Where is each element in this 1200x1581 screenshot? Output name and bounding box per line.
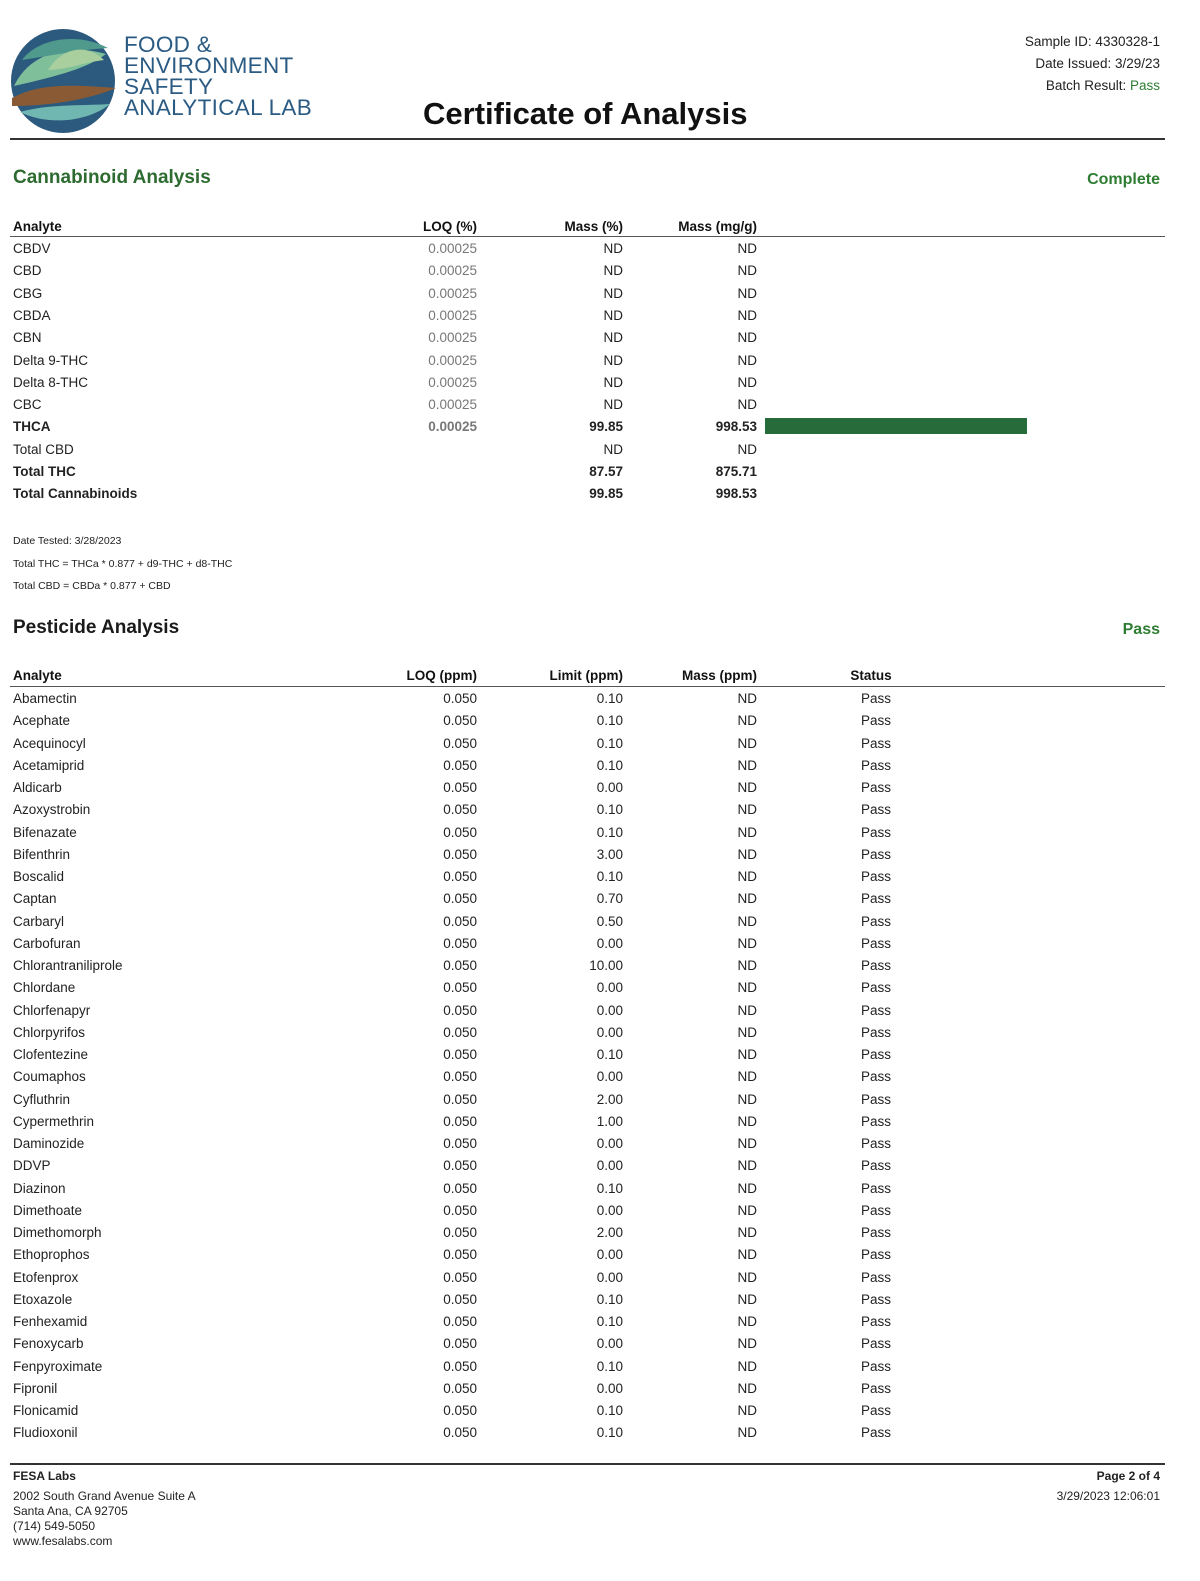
pesticide-limit: 0.10 [596, 1180, 623, 1196]
pesticide-status: Pass [860, 735, 891, 751]
pesticide-loq: 0.050 [443, 1113, 477, 1129]
pesticide-mass: ND [737, 1202, 757, 1218]
cannabinoid-analyte: CBC [13, 397, 42, 413]
cannabinoid-mass-mg: ND [737, 352, 757, 368]
pesticide-analyte: Aldicarb [13, 780, 62, 795]
pesticide-loq: 0.050 [443, 1358, 477, 1374]
pesticide-status: Pass [860, 713, 891, 729]
pesticide-loq: 0.050 [443, 802, 477, 818]
cannabinoid-analyte: CBG [13, 285, 43, 301]
thca-mass-bar [765, 418, 1027, 434]
pesticide-loq: 0.050 [443, 1425, 477, 1441]
pesticide-analyte: Fludioxonil [13, 1425, 78, 1441]
pesticide-analyte: Carbaryl [13, 913, 65, 929]
footer-lab-name: FESA Labs [13, 1469, 76, 1483]
pesticide-analyte: DDVP [13, 1158, 51, 1174]
pesticide-status: Pass [860, 1113, 891, 1129]
pesticide-analyte: Boscalid [13, 869, 65, 884]
total-thc-formula: Total THC = THCa * 0.877 + d9-THC + d8-THC [13, 557, 233, 570]
pesticide-status: Pass [860, 1314, 891, 1329]
cannabinoid-mass-pct: ND [603, 352, 623, 368]
pesticide-status: Pass [860, 1225, 891, 1240]
header-divider [10, 138, 1165, 140]
pesticide-analyte: Acetamiprid [13, 757, 85, 773]
date-issued: Date Issued: 3/29/23 [1035, 56, 1160, 71]
cannabinoid-mass-mg: 875.71 [715, 464, 757, 479]
cannabinoid-mass-mg: ND [737, 241, 757, 256]
pesticide-status: Pass [860, 802, 891, 818]
pesticide-loq: 0.050 [443, 1091, 477, 1107]
pesticide-limit: 0.00 [596, 1202, 623, 1218]
cannabinoid-mass-pct: ND [603, 263, 623, 279]
pesticide-analyte: Clofentezine [13, 1047, 89, 1062]
pesticide-loq: 0.050 [443, 935, 477, 951]
cannabinoid-analyte: Delta 9-THC [13, 352, 89, 368]
lab-logo-text [124, 34, 312, 118]
pesticide-mass: ND [737, 1336, 757, 1352]
cannabinoid-loq: 0.00025 [428, 397, 477, 413]
pesticide-mass: ND [737, 1024, 757, 1040]
cannabinoid-mass-pct: ND [603, 374, 623, 390]
pesticide-analyte: Dimethomorph [13, 1225, 102, 1240]
pesticide-analyte: Cyfluthrin [13, 1091, 71, 1107]
cannabinoid-mass-pct: ND [603, 397, 623, 413]
pesticide-mass: ND [737, 1247, 757, 1263]
pesticide-analyte: Acequinocyl [13, 735, 86, 751]
pesticide-status: Pass [860, 1091, 891, 1107]
pesticide-loq: 0.050 [443, 1024, 477, 1040]
pesticide-analyte: Fenoxycarb [13, 1336, 84, 1352]
pesticide-analyte: Fipronil [13, 1380, 58, 1396]
pesticide-limit: 0.00 [596, 1136, 623, 1151]
pesticide-limit: 2.00 [596, 1225, 623, 1240]
pesticide-status: Pass [1122, 621, 1160, 638]
cannabinoid-analyte: CBD [13, 263, 42, 279]
pesticide-analyte: Coumaphos [13, 1069, 86, 1085]
pesticide-loq: 0.050 [443, 713, 477, 729]
pesticide-status: Pass [860, 1425, 891, 1441]
logo-line: ANALYTICAL LAB [124, 95, 313, 120]
pesticide-limit: 0.00 [596, 1247, 623, 1263]
cannabinoid-mass-mg: 998.53 [715, 486, 757, 502]
pesticide-loq: 0.050 [443, 891, 477, 907]
pesticide-status: Pass [860, 1247, 891, 1263]
footer-lab-info [13, 1469, 196, 1549]
pesticide-analyte: Diazinon [13, 1180, 66, 1196]
pesticide-limit: 2.00 [596, 1091, 623, 1107]
cannabinoid-analyte: Total THC [13, 464, 76, 479]
pesticide-header-analyte: Analyte [13, 668, 62, 683]
pesticide-loq: 0.050 [443, 1403, 477, 1418]
cannabinoid-mass-pct: ND [603, 241, 623, 256]
cannabinoid-mass-pct: ND [603, 441, 623, 457]
pesticide-loq: 0.050 [443, 1069, 477, 1085]
cannabinoid-loq: 0.00025 [428, 330, 477, 346]
pesticide-analyte: Etoxazole [13, 1291, 73, 1307]
pesticide-loq: 0.050 [443, 869, 477, 884]
pesticide-loq: 0.050 [443, 757, 477, 773]
cannabinoid-mass-mg: ND [737, 374, 757, 390]
pesticide-limit: 0.00 [596, 1269, 623, 1285]
pesticide-limit: 0.00 [596, 1336, 623, 1352]
pesticide-loq: 0.050 [443, 1202, 477, 1218]
pesticide-limit: 0.00 [596, 980, 623, 996]
pesticide-mass: ND [737, 1113, 757, 1129]
pesticide-header-mass: Mass (ppm) [681, 668, 757, 683]
cannabinoid-mass-pct: ND [603, 330, 623, 346]
cannabinoid-loq: 0.00025 [428, 241, 477, 256]
pesticide-limit: 0.10 [596, 1291, 623, 1307]
cannabinoid-notes [13, 530, 232, 598]
pesticide-mass: ND [737, 1158, 757, 1174]
pesticide-loq: 0.050 [443, 1314, 477, 1329]
cannabinoid-mass-mg: ND [737, 330, 757, 346]
pesticide-status: Pass [860, 913, 891, 929]
pesticide-mass: ND [737, 1180, 757, 1196]
cannabinoid-loq: 0.00025 [428, 285, 477, 301]
pesticide-analyte: Cypermethrin [13, 1113, 95, 1129]
pesticide-limit: 0.10 [596, 869, 623, 884]
pesticide-mass: ND [737, 1069, 757, 1085]
pesticide-analyte: Ethoprophos [13, 1247, 90, 1263]
pesticide-analyte: Carbofuran [13, 935, 81, 951]
cannabinoid-analyte: CBN [13, 330, 42, 346]
pesticide-mass: ND [737, 1425, 757, 1441]
cannabinoid-header-loq: LOQ (%) [423, 219, 477, 234]
pesticide-analyte: Captan [13, 891, 57, 907]
pesticide-mass: ND [737, 1002, 757, 1018]
pesticide-limit: 0.10 [596, 1358, 623, 1374]
pesticide-loq: 0.050 [443, 913, 477, 929]
pesticide-loq: 0.050 [443, 1336, 477, 1352]
pesticide-status: Pass [860, 935, 891, 951]
cannabinoid-status: Complete [1087, 171, 1160, 188]
pesticide-header-loq: LOQ (ppm) [406, 668, 477, 683]
pesticide-status: Pass [860, 757, 891, 773]
footer-page-info [1057, 1469, 1160, 1504]
pesticide-analyte: Etofenprox [13, 1269, 79, 1285]
batch-result [1025, 75, 1160, 97]
lab-logo [8, 26, 120, 134]
pesticide-limit: 1.00 [596, 1113, 623, 1129]
pesticide-status: Pass [860, 1291, 891, 1307]
pesticide-loq: 0.050 [443, 980, 477, 996]
pesticide-limit: 0.00 [596, 1380, 623, 1396]
cannabinoid-loq: 0.00025 [428, 307, 477, 323]
pesticide-loq: 0.050 [443, 1158, 477, 1174]
pesticide-limit: 0.50 [596, 913, 623, 929]
pesticide-analyte: Fenhexamid [13, 1314, 88, 1329]
pesticide-loq: 0.050 [443, 1247, 477, 1263]
pesticide-status: Pass [860, 958, 891, 973]
pesticide-status: Pass [860, 1047, 891, 1062]
pesticide-loq: 0.050 [443, 780, 477, 795]
pesticide-status: Pass [860, 1358, 891, 1374]
cannabinoid-mass-pct: ND [603, 285, 623, 301]
cannabinoid-mass-mg: ND [737, 285, 757, 301]
pesticide-mass: ND [737, 691, 757, 706]
pesticide-loq: 0.050 [443, 824, 477, 840]
pesticide-loq: 0.050 [443, 1002, 477, 1018]
pesticide-loq: 0.050 [443, 691, 477, 706]
cannabinoid-header-rule [10, 236, 1165, 237]
pesticide-analyte: Chlorantraniliprole [13, 958, 123, 973]
pesticide-analyte: Azoxystrobin [13, 802, 91, 818]
pesticide-mass: ND [737, 1091, 757, 1107]
date-tested: Date Tested: 3/28/2023 [13, 535, 122, 547]
pesticide-limit: 0.00 [596, 1158, 623, 1174]
pesticide-limit: 0.10 [596, 1047, 623, 1062]
pesticide-status: Pass [860, 1380, 891, 1396]
sample-id: Sample ID: 4330328-1 [1024, 34, 1160, 49]
pesticide-mass: ND [737, 869, 757, 884]
pesticide-limit: 0.70 [596, 891, 623, 907]
cannabinoid-mass-mg: 998.53 [715, 419, 757, 435]
pesticide-limit: 0.10 [596, 1314, 623, 1329]
cannabinoid-mass-mg: ND [737, 397, 757, 413]
pesticide-limit: 0.00 [596, 780, 623, 795]
pesticide-mass: ND [737, 958, 757, 973]
cannabinoid-analyte: CBDV [13, 241, 51, 256]
cannabinoid-mass-pct: 87.57 [589, 464, 623, 479]
pesticide-loq: 0.050 [443, 1047, 477, 1062]
pesticide-mass: ND [737, 913, 757, 929]
pesticide-header-rule [10, 686, 1165, 687]
pesticide-status: Pass [860, 1180, 891, 1196]
pesticide-loq: 0.050 [443, 1291, 477, 1307]
logo-line: ENVIRONMENT [124, 53, 294, 78]
pesticide-limit: 0.10 [596, 1425, 623, 1441]
pesticide-section-title: Pesticide Analysis [13, 617, 180, 638]
pesticide-mass: ND [737, 935, 757, 951]
pesticide-status: Pass [860, 691, 891, 706]
pesticide-analyte: Bifenthrin [13, 846, 71, 862]
pesticide-mass: ND [737, 1380, 757, 1396]
pesticide-status: Pass [860, 824, 891, 840]
pesticide-loq: 0.050 [443, 1380, 477, 1396]
cannabinoid-analyte: CBDA [13, 307, 51, 323]
sample-meta [1025, 31, 1160, 97]
pesticide-analyte: Acephate [13, 713, 71, 729]
pesticide-loq: 0.050 [443, 1136, 477, 1151]
batch-result-value: Pass [1129, 78, 1160, 93]
footer-phone: (714) 549-5050 [13, 1519, 96, 1533]
pesticide-mass: ND [737, 735, 757, 751]
cannabinoid-mass-pct: 99.85 [589, 419, 623, 435]
pesticide-status: Pass [860, 980, 891, 996]
pesticide-status: Pass [860, 1002, 891, 1018]
cannabinoid-header-mass-pct: Mass (%) [564, 219, 623, 234]
footer-address-line: Santa Ana, CA 92705 [13, 1504, 128, 1518]
pesticide-mass: ND [737, 1403, 757, 1418]
footer-address-line: 2002 South Grand Avenue Suite A [13, 1489, 196, 1503]
cannabinoid-analyte: Total CBD [13, 441, 74, 457]
cannabinoid-analyte: Total Cannabinoids [13, 486, 138, 502]
footer-timestamp: 3/29/2023 12:06:01 [1056, 1489, 1160, 1503]
pesticide-mass: ND [737, 1291, 757, 1307]
pesticide-status: Pass [860, 869, 891, 884]
pesticide-status: Pass [860, 1158, 891, 1174]
cannabinoid-loq: 0.00025 [428, 263, 477, 279]
pesticide-analyte: Chlordane [13, 980, 76, 996]
logo-line: SAFETY [124, 74, 214, 99]
pesticide-limit: 0.00 [596, 935, 623, 951]
logo-line: FOOD & [124, 32, 213, 57]
pesticide-limit: 0.10 [596, 802, 623, 818]
pesticide-mass: ND [737, 1225, 757, 1240]
pesticide-mass: ND [737, 980, 757, 996]
pesticide-status: Pass [860, 891, 891, 907]
pesticide-mass: ND [737, 1269, 757, 1285]
total-cbd-formula: Total CBD = CBDa * 0.877 + CBD [13, 580, 171, 592]
pesticide-analyte: Fenpyroximate [13, 1358, 103, 1374]
pesticide-status: Pass [860, 1069, 891, 1085]
pesticide-status: Pass [860, 1336, 891, 1352]
cannabinoid-header-mass-mg: Mass (mg/g) [678, 219, 757, 234]
pesticide-status: Pass [860, 846, 891, 862]
pesticide-status: Pass [860, 1024, 891, 1040]
page-title: Certificate of Analysis [423, 96, 748, 131]
pesticide-mass: ND [737, 1047, 757, 1062]
pesticide-limit: 0.10 [596, 757, 623, 773]
pesticide-mass: ND [737, 1314, 757, 1329]
cannabinoid-mass-pct: ND [603, 307, 623, 323]
pesticide-mass: ND [737, 891, 757, 907]
pesticide-limit: 10.00 [589, 958, 623, 973]
cannabinoid-loq: 0.00025 [428, 419, 477, 435]
pesticide-limit: 0.10 [596, 1403, 623, 1418]
pesticide-limit: 0.00 [596, 1002, 623, 1018]
pesticide-mass: ND [737, 824, 757, 840]
pesticide-status: Pass [860, 1269, 891, 1285]
pesticide-mass: ND [737, 802, 757, 818]
footer-website: www.fesalabs.com [13, 1534, 113, 1548]
cannabinoid-analyte: THCA [13, 419, 51, 435]
pesticide-analyte: Dimethoate [13, 1202, 83, 1218]
cannabinoid-mass-mg: ND [737, 263, 757, 279]
pesticide-mass: ND [737, 1358, 757, 1374]
pesticide-mass: ND [737, 713, 757, 729]
cannabinoid-mass-mg: ND [737, 307, 757, 323]
cannabinoid-loq: 0.00025 [428, 352, 477, 368]
pesticide-analyte: Flonicamid [13, 1403, 79, 1418]
pesticide-status: Pass [860, 1136, 891, 1151]
cannabinoid-header-analyte: Analyte [13, 219, 62, 234]
batch-result-label: Batch Result: [1045, 78, 1127, 93]
page-number: Page 2 of 4 [1096, 1469, 1160, 1483]
pesticide-status: Pass [860, 1403, 891, 1418]
pesticide-status: Pass [860, 780, 891, 795]
pesticide-mass: ND [737, 1136, 757, 1151]
pesticide-analyte: Abamectin [13, 691, 77, 706]
pesticide-analyte: Chlorpyrifos [13, 1024, 86, 1040]
cannabinoid-analyte: Delta 8-THC [13, 374, 89, 390]
cannabinoid-loq: 0.00025 [428, 374, 477, 390]
pesticide-loq: 0.050 [443, 1269, 477, 1285]
pesticide-mass: ND [737, 780, 757, 795]
pesticide-loq: 0.050 [443, 1225, 477, 1240]
cannabinoid-section-title: Cannabinoid Analysis [13, 167, 211, 188]
pesticide-header-limit: Limit (ppm) [549, 668, 623, 683]
cannabinoid-mass-mg: ND [737, 441, 757, 457]
pesticide-mass: ND [737, 846, 757, 862]
pesticide-limit: 0.00 [596, 1069, 623, 1085]
pesticide-limit: 0.00 [596, 1024, 623, 1040]
pesticide-analyte: Bifenazate [13, 824, 77, 840]
pesticide-limit: 0.10 [596, 824, 623, 840]
pesticide-loq: 0.050 [443, 735, 477, 751]
pesticide-analyte: Chlorfenapyr [13, 1002, 91, 1018]
pesticide-loq: 0.050 [443, 1180, 477, 1196]
pesticide-limit: 3.00 [596, 846, 623, 862]
footer-divider [10, 1463, 1165, 1465]
pesticide-loq: 0.050 [443, 958, 477, 973]
pesticide-header-status: Status [850, 668, 892, 683]
pesticide-limit: 0.10 [596, 713, 623, 729]
pesticide-limit: 0.10 [596, 735, 623, 751]
pesticide-status: Pass [860, 1202, 891, 1218]
pesticide-loq: 0.050 [443, 846, 477, 862]
pesticide-analyte: Daminozide [13, 1136, 85, 1151]
cannabinoid-mass-pct: 99.85 [589, 486, 623, 502]
pesticide-mass: ND [737, 757, 757, 773]
pesticide-limit: 0.10 [596, 691, 623, 706]
